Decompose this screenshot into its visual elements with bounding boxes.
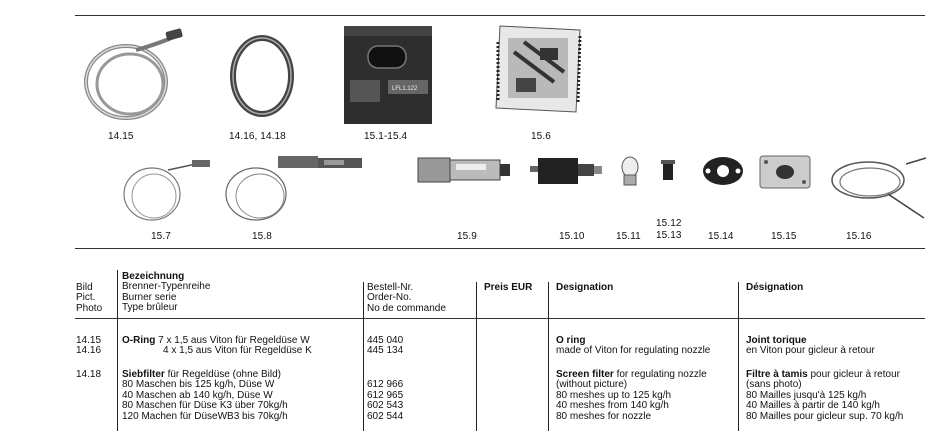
photo-15-14-gasket <box>700 154 746 188</box>
photo-15-10-valve-coil <box>528 154 604 188</box>
caption-15-6: 15.6 <box>531 131 551 142</box>
device-label: LFL1.122 <box>392 86 418 92</box>
row-screen-description-de: Siebfilter für Regeldüse (ohne Bild) 80 Maschen bis 125 kg/h, Düse W 40 Maschen ab 140 kg/h, Düse W 80 Maschen für Düse K3 über 70kg/h 120 Machen für DüseWB3 bis 70kg/h <box>122 369 288 422</box>
top-rule <box>75 15 925 16</box>
photo-14-16-oring <box>228 24 300 124</box>
col-divider-2 <box>363 282 364 431</box>
caption-15-15: 15.15 <box>771 231 797 242</box>
photo-15-16-cable <box>818 154 928 226</box>
col-divider-5 <box>738 282 739 431</box>
header-description-de: Bezeichnung Brenner-Typenreihe Burner serie Type brûleur <box>122 271 211 314</box>
caption-15-7: 15.7 <box>151 231 171 242</box>
col-divider-1 <box>117 270 118 431</box>
caption-14-15: 14.15 <box>108 131 134 142</box>
mid-rule <box>75 248 925 249</box>
photo-15-12-bracket <box>660 156 676 184</box>
row-screen-designation-fr: Filtre à tamis pour gicleur à retour (sans photo) 80 Mailles jusqu'à 125 kg/h 40 Mailles à partir de 140 kg/h 80 Mailles pour gicleur sup. 70 kg/h <box>746 369 904 422</box>
caption-15-12-15-13 <box>656 218 682 242</box>
col-divider-4 <box>548 282 549 431</box>
caption-15-10: 15.10 <box>559 231 585 242</box>
caption-15-8: 15.8 <box>252 231 272 242</box>
photo-15-8-probe <box>216 150 366 226</box>
photo-15-11-lamp <box>619 155 641 189</box>
photo-15-15-plate <box>758 154 812 192</box>
row-oring-designation-fr: Joint torique en Viton pour gicleur à retour <box>746 335 875 357</box>
col-divider-3 <box>476 282 477 431</box>
header-price: Preis EUR <box>484 282 533 293</box>
caption-15-9: 15.9 <box>457 231 477 242</box>
photo-15-6-circuit-board <box>494 22 584 116</box>
caption-15-1-15-4: 15.1-15.4 <box>364 131 408 142</box>
photo-15-1-control-box <box>342 24 436 126</box>
row-oring-order: 445 040 445 134 <box>367 335 404 357</box>
header-order-number: Bestell-Nr. Order-No. No de commande <box>367 282 446 314</box>
row-screen-order: 612 966 612 965 602 543 602 544 <box>367 379 404 422</box>
oring-title-de: O-Ring <box>122 335 156 346</box>
row-screen-id: 14.18 <box>76 369 102 380</box>
caption-15-14: 15.14 <box>708 231 734 242</box>
header-photo: Bild Pict. Photo <box>76 282 103 314</box>
caption-14-16-14-18: 14.16, 14.18 <box>229 131 286 142</box>
row-oring-designation-en: O ring made of Viton for regulating nozzle <box>556 335 711 357</box>
caption-15-13: 15.13 <box>656 230 682 241</box>
row-oring-ids: 14.15 14.16 <box>76 335 102 357</box>
header-designation-fr: Désignation <box>746 282 804 293</box>
header-designation-en: Designation <box>556 282 614 293</box>
caption-15-16: 15.16 <box>846 231 872 242</box>
photo-15-9-sensor <box>416 152 512 186</box>
header-rule <box>75 318 925 319</box>
caption-15-11: 15.11 <box>616 231 641 242</box>
row-oring-description-de: O-Ring 7 x 1,5 aus Viton für Regeldüse W 4 x 1,5 aus Viton für Regeldüse K <box>122 335 312 357</box>
row-screen-designation-en: Screen filter for regulating nozzle (without picture) 80 meshes up to 125 kg/h 40 meshes from 140 kg/h 80 meshes for nozzle <box>556 369 707 422</box>
photo-15-7-cable <box>118 154 214 226</box>
photo-14-15-hose <box>78 22 188 124</box>
caption-15-12: 15.12 <box>656 218 682 229</box>
